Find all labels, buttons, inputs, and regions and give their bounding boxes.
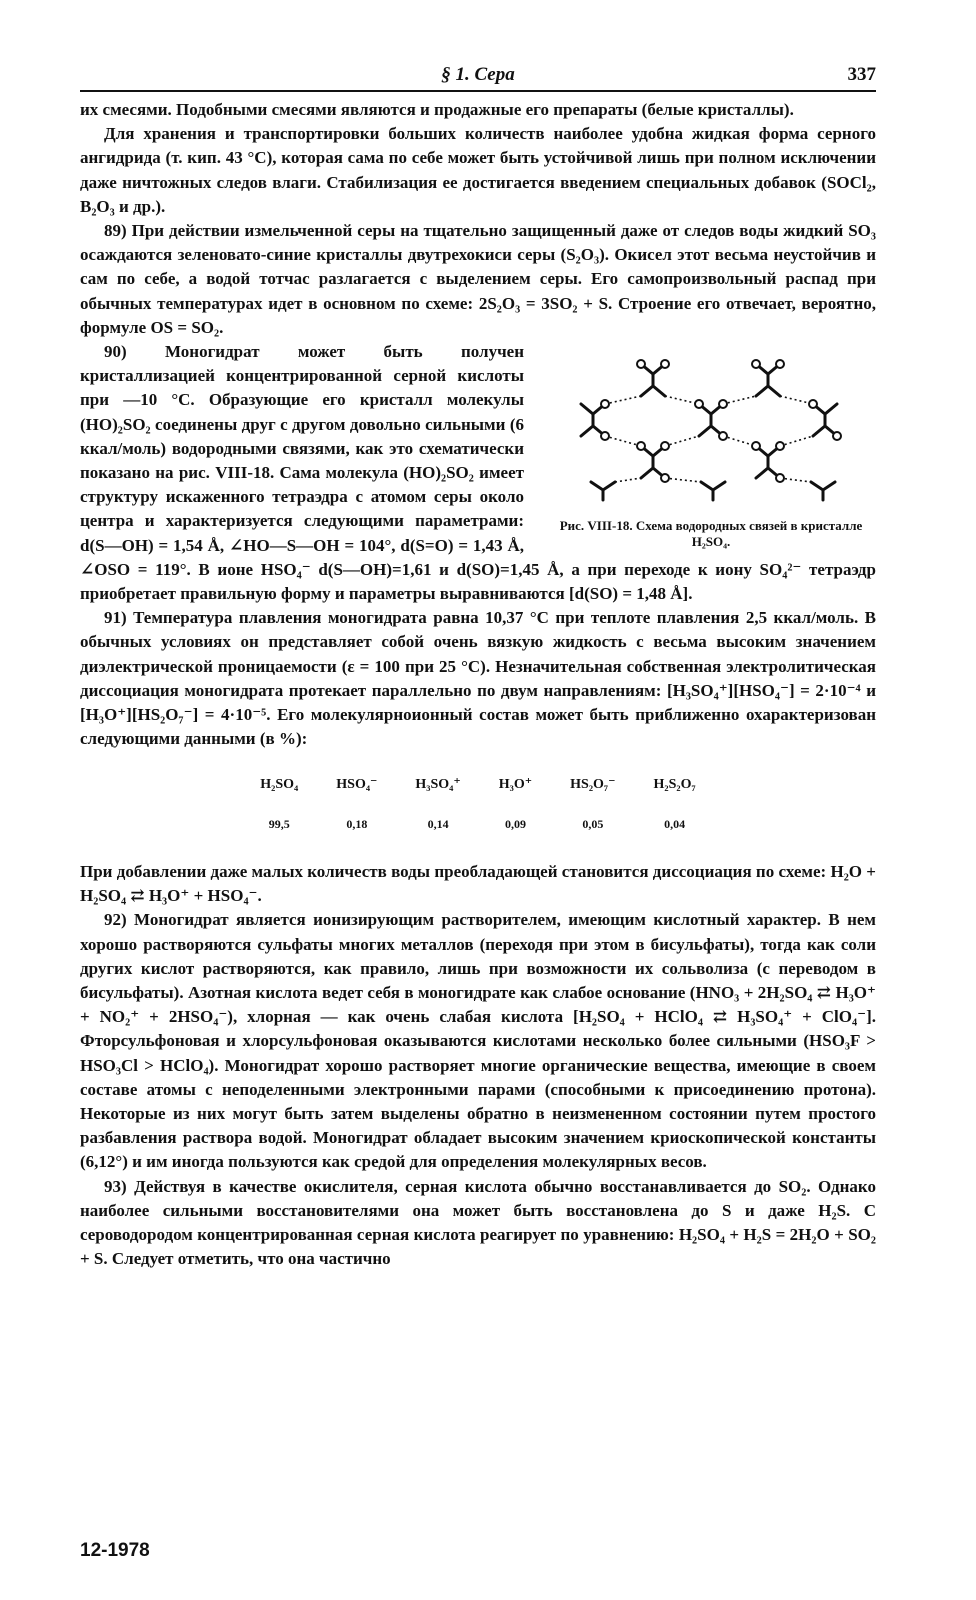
- species-value: 0,04: [664, 816, 686, 831]
- book-page: [80, 58, 876, 1271]
- composition-column: [415, 773, 460, 835]
- figure-caption: Рис. VIII-18. Схема водородных связей в кристалле H₂SO₄.: [559, 518, 863, 550]
- paragraph-note-93: 93) Действуя в качестве окислителя, серная кислота обычно восстанавливается до SO₂. Однако наиболее сильными восстановителями она может быть восстановлена до S и даже H₂S. С сероводородом концентрированная серная кислота реагирует по уравнению: H₂SO₄ + H₂S = 2H₂O + SO₂ + S. Следует отметить, что она частично: [80, 1176, 876, 1269]
- molecule-8: [591, 482, 615, 500]
- molecule-7: [756, 446, 780, 478]
- paragraph-note-91: 91) Температура плавления моногидрата равна 10,37 °С при теплоте плавления 2,5 ккал/моль. В обычных условиях он представляет собой очень вязкую жидкость с весьма высоким значением диэлектрической проницаемости (ε = 100 при 25 °С). Незначительная собственная электролитическая диссоциация моногидрата протекает параллельно по двум направлениям: [H₃SO₄⁺][HSO₄⁻] = 2·10⁻⁴ и [H₃O⁺][HS₂O₇⁻] = 4·10⁻⁵. Его молекулярноионный состав может быть приближенно охарактеризован следующими данными (в %):: [80, 608, 876, 749]
- species-label: H₂SO₄: [260, 777, 299, 793]
- printer-signature: 12-1978: [80, 1540, 150, 1561]
- molecule-4: [699, 404, 723, 436]
- page-body: [80, 98, 876, 1271]
- paragraph-dissociation: При добавлении даже малых количеств воды преобладающей становится диссоциация по схеме: H₂O + H₂SO₄ ⇄ H₃O⁺ + HSO₄⁻.: [80, 861, 876, 906]
- molecule-5: [813, 404, 837, 436]
- composition-column: [570, 773, 615, 835]
- composition-column: [499, 773, 532, 835]
- figure-hydrogen-bonds: [546, 344, 876, 550]
- paragraph-note-89: 89) При действии измельченной серы на тщательно защищенный даже от следов воды жидкий SO₃ осаждаются зеленовато-синие кристаллы двутрехокиси серы (S₂O₃). Окисел этот весьма неустойчив и сам по себе, а водой тотчас разлагается с выделением серы. Его самопроизвольный распад при обычных температурах идет в основном по схеме: 2S₂O₃ = 3SO₂ + S. Строение его отвечает, вероятно, формуле OS = SO₂.: [80, 221, 876, 337]
- molecule-10: [811, 482, 835, 500]
- composition-column: [654, 773, 696, 835]
- molecule-3: [581, 404, 605, 436]
- species-value: 0,18: [346, 816, 368, 831]
- page-number: 337: [847, 64, 876, 85]
- paragraph-continuation: их смесями. Подобными смесями являются и продажные его препараты (белые кристаллы).: [80, 100, 794, 119]
- composition-table: [80, 773, 876, 835]
- species-value: 99,5: [268, 816, 290, 831]
- species-value: 0,05: [582, 816, 604, 831]
- molecule-9: [701, 482, 725, 500]
- molecule-1: [641, 364, 665, 396]
- species-label: HS₂O₇⁻: [570, 777, 616, 793]
- composition-column: [336, 773, 377, 835]
- section-title: § 1. Сера: [441, 64, 515, 85]
- species-label: H₃SO₄⁺: [415, 777, 461, 793]
- molecule-6: [641, 446, 665, 478]
- species-value: 0,09: [504, 816, 526, 831]
- composition-column: [260, 773, 298, 835]
- paragraph-note-90: 90) Моногидрат может быть получен кристаллизацией концентрированной серной кислоты при —10 °С. Образующие его кристалл молекулы (HO)₂SO₂ соединены друг с другом довольно сильными (6 ккал/моль) водородными связями, как это схематически показано на рис. VIII-18. Сама молекула (HO)₂SO₂ имеет структуру искаженного тетраэдра с атомом серы около центра и характеризуется следующими параметрами: d(S—OH) = 1,54 Å, ∠HO—S—OH = 104°, d(S=O) = 1,43 Å, ∠OSO = 119°. В ионе HSO₄⁻ d(S—OH)=1,61 и d(SO)=1,45 Å, а при переходе к иону SO₄²⁻ тетраэдр приобретает правильную форму и параметры выравниваются [d(SO) = 1,48 Å].: [80, 342, 876, 604]
- species-label: H₃O⁺: [498, 777, 533, 793]
- paragraph-note-92: 92) Моногидрат является ионизирующим растворителем, имеющим кислотный характер. В нем хорошо растворяются сульфаты многих металлов (переходя при этом в бисульфаты), тогда как соли других кислот растворяются, как правило, лишь при возможности их сольволиза (с переводом в бисульфаты). Азотная кислота ведет себя в моногидрате как слабое основание (HNO₃ + 2H₂SO₄ ⇄ H₃O⁺ + NO₂⁺ + 2HSO₄⁻), хлорная — как очень слабая кислота [H₂SO₄ + HClO₄ ⇄ H₃SO₄⁺ + ClO₄⁻]. Фторсульфоновая и хлорсульфоновая оказываются кислотами несколько более сильными (HSO₃F > HSO₃Cl > HClO₄). Моногидрат хорошо растворяет многие органические вещества, имеющие в своем составе атомы с неподеленными электронными парами (способными к присоединению протона). Некоторые из них могут быть затем выделены обратно в неизмененном состоянии путем простого разбавления раствора водой. Моногидрат обладает высоким значением криоскопической константы (6,12°) и им иногда пользуются как средой для определения молекулярных весов.: [80, 910, 876, 1172]
- molecule-2: [756, 364, 780, 396]
- species-label: HSO₄⁻: [336, 777, 378, 793]
- running-header: [80, 58, 876, 92]
- paragraph-storage: Для хранения и транспортировки больших количеств наиболее удобна жидкая форма серного ангидрида (т. кип. 43 °С), которая сама по себе может быть устойчивой лишь при полном исключении даже ничтожных следов влаги. Стабилизация ее достигается введением специальных добавок (SOCl₂, B₂O₃ и др.).: [80, 124, 876, 216]
- species-label: H₂S₂O₇: [653, 777, 696, 793]
- species-value: 0,14: [427, 816, 449, 831]
- crystal-diagram: [561, 344, 861, 514]
